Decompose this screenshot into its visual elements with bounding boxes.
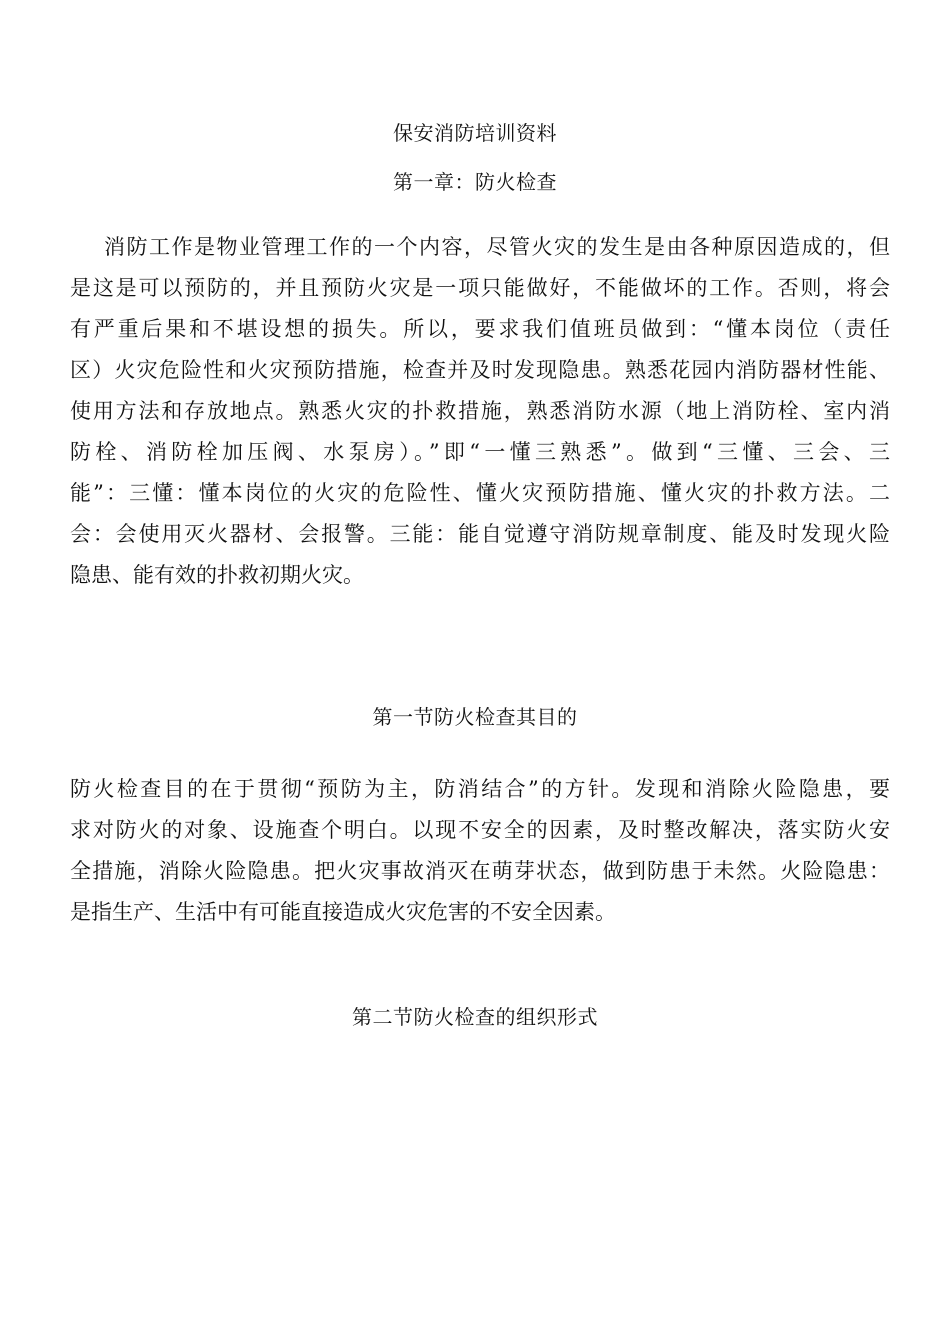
document-title: 保安消防培训资料 bbox=[393, 121, 557, 145]
body-paragraph-2 bbox=[70, 769, 890, 933]
paragraph-line: 是指生产、生活中有可能直接造成火灾危害的不安全因素。 bbox=[70, 900, 616, 924]
paragraph-line: 防栓、消防栓加压阀、水泵房）。”即“一懂三熟悉”。做到“三懂、三会、三 bbox=[70, 440, 890, 464]
paragraph-line: 有严重后果和不堪设想的损失。所以，要求我们值班员做到：“懂本岗位（责任 bbox=[70, 317, 890, 341]
section-title-2: 第二节防火检查的组织形式 bbox=[352, 1005, 598, 1029]
paragraph-line: 区）火灾危险性和火灾预防措施，检查并及时发现隐患。熟悉花园内消防器材性能、 bbox=[70, 358, 890, 382]
paragraph-line: 求对防火的对象、设施查个明白。以现不安全的因素，及时整改解决，落实防火安 bbox=[70, 818, 890, 842]
paragraph-line: 防火检查目的在于贯彻“预防为主，防消结合”的方针。发现和消除火险隐患，要 bbox=[70, 777, 890, 801]
paragraph-line: 全措施，消除火险隐患。把火灾事故消灭在萌芽状态，做到防患于未然。火险隐患： bbox=[70, 859, 890, 883]
paragraph-line: 能”：三懂：懂本岗位的火灾的危险性、懂火灾预防措施、懂火灾的扑救方法。二 bbox=[70, 481, 890, 505]
section-title-1: 第一节防火检查其目的 bbox=[372, 705, 578, 729]
chapter-title: 第一章：防火检查 bbox=[393, 170, 557, 194]
paragraph-line: 消防工作是物业管理工作的一个内容，尽管火灾的发生是由各种原因造成的，但 bbox=[104, 235, 890, 259]
body-paragraph-1 bbox=[70, 227, 890, 596]
paragraph-line: 是这是可以预防的，并且预防火灾是一项只能做好，不能做坏的工作。否则，将会 bbox=[70, 276, 890, 300]
paragraph-line: 会：会使用灭火器材、会报警。三能：能自觉遵守消防规章制度、能及时发现火险 bbox=[70, 522, 890, 546]
paragraph-line: 使用方法和存放地点。熟悉火灾的扑救措施，熟悉消防水源（地上消防栓、室内消 bbox=[70, 399, 890, 423]
paragraph-line: 隐患、能有效的扑救初期火灾。 bbox=[70, 563, 364, 587]
